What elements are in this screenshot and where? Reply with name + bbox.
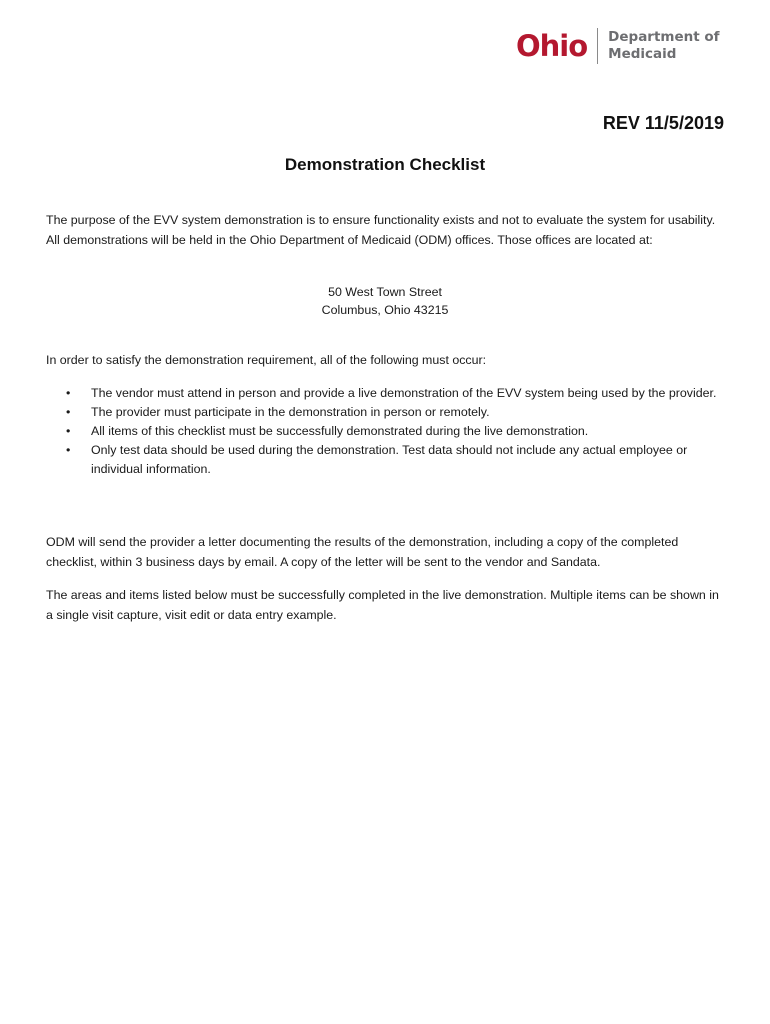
logo-wordmark: Ohio: [516, 28, 588, 63]
requirements-list: [46, 384, 726, 479]
office-address: [0, 283, 770, 319]
list-item: [46, 384, 726, 403]
document-title: Demonstration Checklist: [284, 155, 486, 174]
logo-department: [608, 29, 719, 63]
logo-divider: [597, 28, 598, 64]
list-item: [46, 441, 726, 479]
logo-dept-line2: Medicaid: [608, 46, 677, 62]
list-item-text: The vendor must attend in person and provide a live demonstration of the EVV system being used by the provider.: [91, 386, 717, 400]
bullet-icon: •: [66, 405, 71, 419]
bullet-icon: •: [66, 424, 71, 438]
closing-paragraph: The areas and items listed below must be successfully completed in the live demonstration. Multiple items can be shown in a single visit capture, visit edit or data entry example.: [46, 588, 719, 622]
list-item: [46, 403, 726, 422]
notice-paragraph: ODM will send the provider a letter documenting the results of the demonstration, including a copy of the completed checklist, within 3 business days by email. A copy of the letter will be sent to the vendor and Sandata.: [46, 535, 679, 569]
revision-date: REV 11/5/2019: [602, 113, 724, 133]
intro-paragraph: The purpose of the EVV system demonstration is to ensure functionality exists and not to evaluate the system for usability. All demonstrations will be held in the Ohio Department of Medicaid (ODM) offices. Those offices are located at:: [46, 213, 716, 247]
list-item-text: The provider must participate in the demonstration in person or remotely.: [91, 405, 490, 419]
logo-dept-line1: Department of: [608, 29, 720, 45]
bullet-icon: •: [66, 386, 71, 400]
list-item-text: All items of this checklist must be successfully demonstrated during the live demonstration.: [91, 424, 589, 438]
list-item: [46, 422, 726, 441]
requirement-lead: In order to satisfy the demonstration requirement, all of the following must occur:: [46, 353, 487, 367]
address-line-2: Columbus, Ohio 43215: [321, 303, 449, 317]
address-line-1: 50 West Town Street: [328, 285, 442, 299]
ohio-medicaid-logo: [516, 26, 720, 66]
list-item-text: Only test data should be used during the demonstration. Test data should not include any actual employee or individual information.: [91, 443, 688, 476]
bullet-icon: •: [66, 443, 71, 457]
